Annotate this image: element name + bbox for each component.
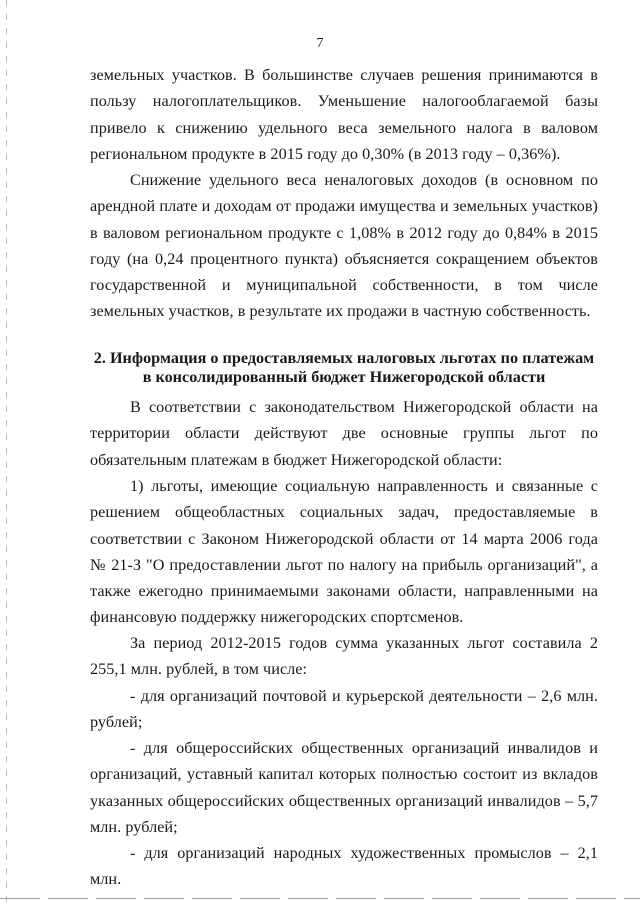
paragraph-legislation: В соответствии с законодательством Нижегородской области на территории области действуют две основные группы льгот по обязательным платежам в бюджет Нижегородской области:	[90, 398, 598, 469]
section-heading	[90, 349, 598, 387]
list-item-postal: - для организаций почтовой и курьерской деятельности – 2,6 млн. рублей;	[90, 687, 598, 732]
paragraph-land-tax: земельных участков. В большинстве случаев решения принимаются в пользу налогоплательщиков. Уменьшение налогооблагаемой базы привело к снижению удельного веса земельного налога в валовом региональном продукте в 2015 году до 0,30% (в 2013 году – 0,36%).	[90, 66, 598, 163]
list-item-folk-crafts: - для организаций народных художественных промыслов – 2,1 млн.	[90, 844, 598, 889]
scan-edge-left	[6, 0, 7, 905]
section-heading-line-2: в консолидированный бюджет Нижегородской области	[142, 368, 546, 386]
page-number: 7	[316, 36, 324, 51]
list-item-disabled-organizations: - для общероссийских общественных организаций инвалидов и организаций, уставный капитал которых полностью состоит из вкладов указанных общероссийских общественных организаций инвалидов – 5,7 млн. рублей;	[90, 739, 598, 836]
scan-edge-bottom	[0, 898, 640, 899]
paragraph-benefits-group-1: 1) льготы, имеющие социальную направленность и связанные с решением общеобластных социальных задач, предоставляемые в соответствии с Законом Нижегородской области от 14 марта 2006 года № 21-З "О предоставлении льгот по налогу на прибыль организаций", а также ежегодно принимаемыми законами области, направленными на финансовую поддержку нижегородских спортсменов.	[90, 477, 598, 627]
paragraph-benefits-total: За период 2012-2015 годов сумма указанных льгот составила 2 255,1 млн. рублей, в том числе:	[90, 634, 598, 679]
paragraph-non-tax-income: Снижение удельного веса неналоговых доходов (в основном по арендной плате и доходам от продажи имущества и земельных участков) в валовом региональном продукте с 1,08% в 2012 году до 0,84% в 2015 году (на 0,24 процентного пункта) объясняется сокращением объектов государственной и муниципальной собственности, в том числе земельных участков, в результате их продажи в частную собственность.	[90, 171, 598, 321]
section-heading-line-1: 2. Информация о предоставляемых налоговых льготах по платежам	[93, 349, 595, 367]
